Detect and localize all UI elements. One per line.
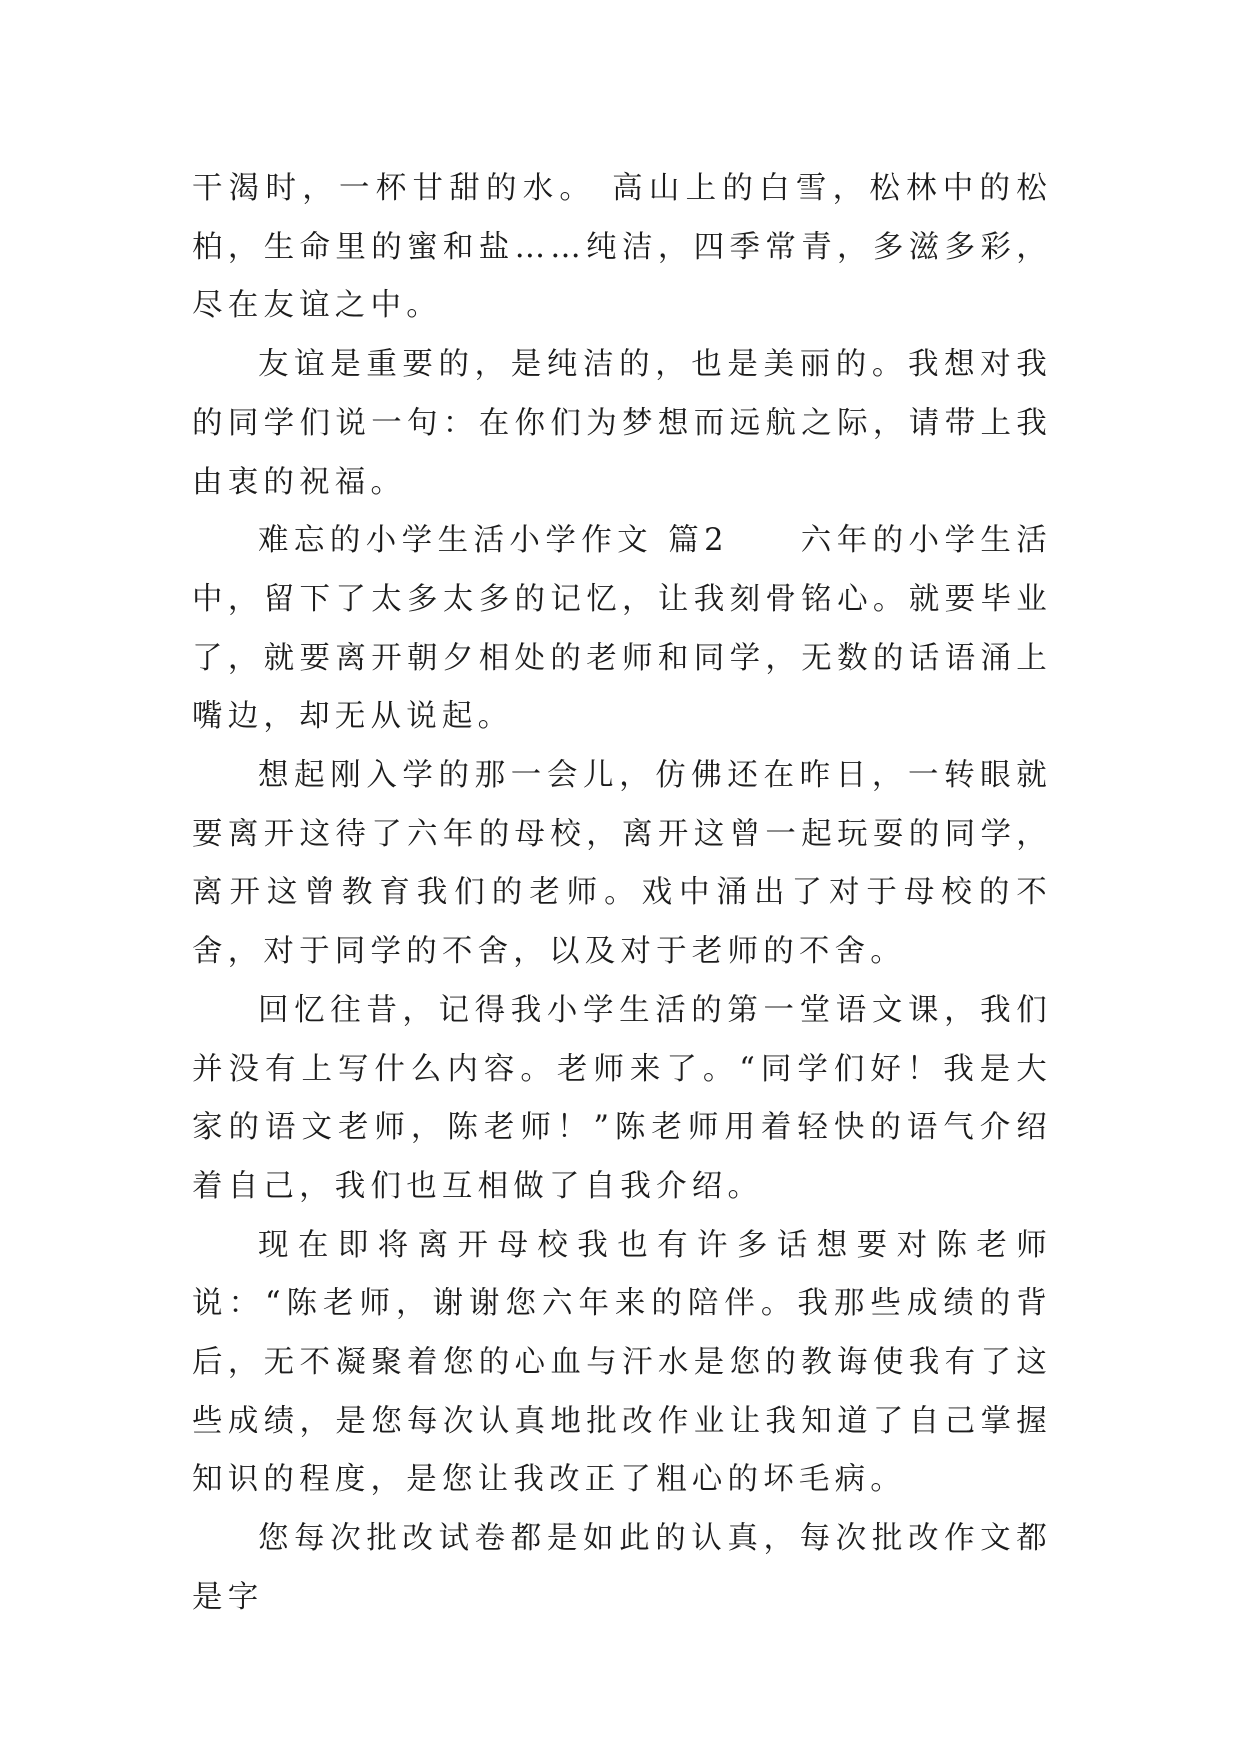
paragraph-thanks-teacher: 现在即将离开母校我也有许多话想要对陈老师说：“陈老师，谢谢您六年来的陪伴。我那些成绩的背后，无不凝聚着您的心血与汗水是您的教诲使我有了这些成绩，是您每次认真地批改作业让我知道了自己掌握知识的程度，是您让我改正了粗心的坏毛病。: [192, 1227, 1052, 1498]
paragraph-friendship: 友谊是重要的，是纯洁的，也是美丽的。我想对我的同学们说一句：在你们为梦想而远航之际，请带上我由衷的祝福。: [192, 347, 1052, 500]
paragraph-continuation: 干渴时，一杯甘甜的水。 高山上的白雪，松林中的松柏，生命里的蜜和盐……纯洁，四季常青，多滋多彩，尽在友谊之中。: [192, 171, 1052, 324]
paragraph-first-class: 回忆往昔，记得我小学生活的第一堂语文课，我们并没有上写什么内容。老师来了。“同学们好！我是大家的语文老师，陈老师！”陈老师用着轻快的语气介绍着自己，我们也互相做了自我介绍。: [192, 992, 1052, 1204]
paragraph-essay-2-intro: 难忘的小学生活小学作文 篇2 六年的小学生活中，留下了太多太多的记忆，让我刻骨铭心。就要毕业了，就要离开朝夕相处的老师和同学，无数的话语涌上嘴边，却无从说起。: [192, 523, 1052, 735]
paragraph-grading: 您每次批改试卷都是如此的认真，每次批改作文都是字: [192, 1521, 1052, 1615]
document-body: [192, 160, 1052, 1628]
paragraph-memories: 想起刚入学的那一会儿，仿佛还在昨日，一转眼就要离开这待了六年的母校，离开这曾一起玩耍的同学，离开这曾教育我们的老师。戏中涌出了对于母校的不舍，对于同学的不舍，以及对于老师的不舍。: [192, 758, 1052, 970]
